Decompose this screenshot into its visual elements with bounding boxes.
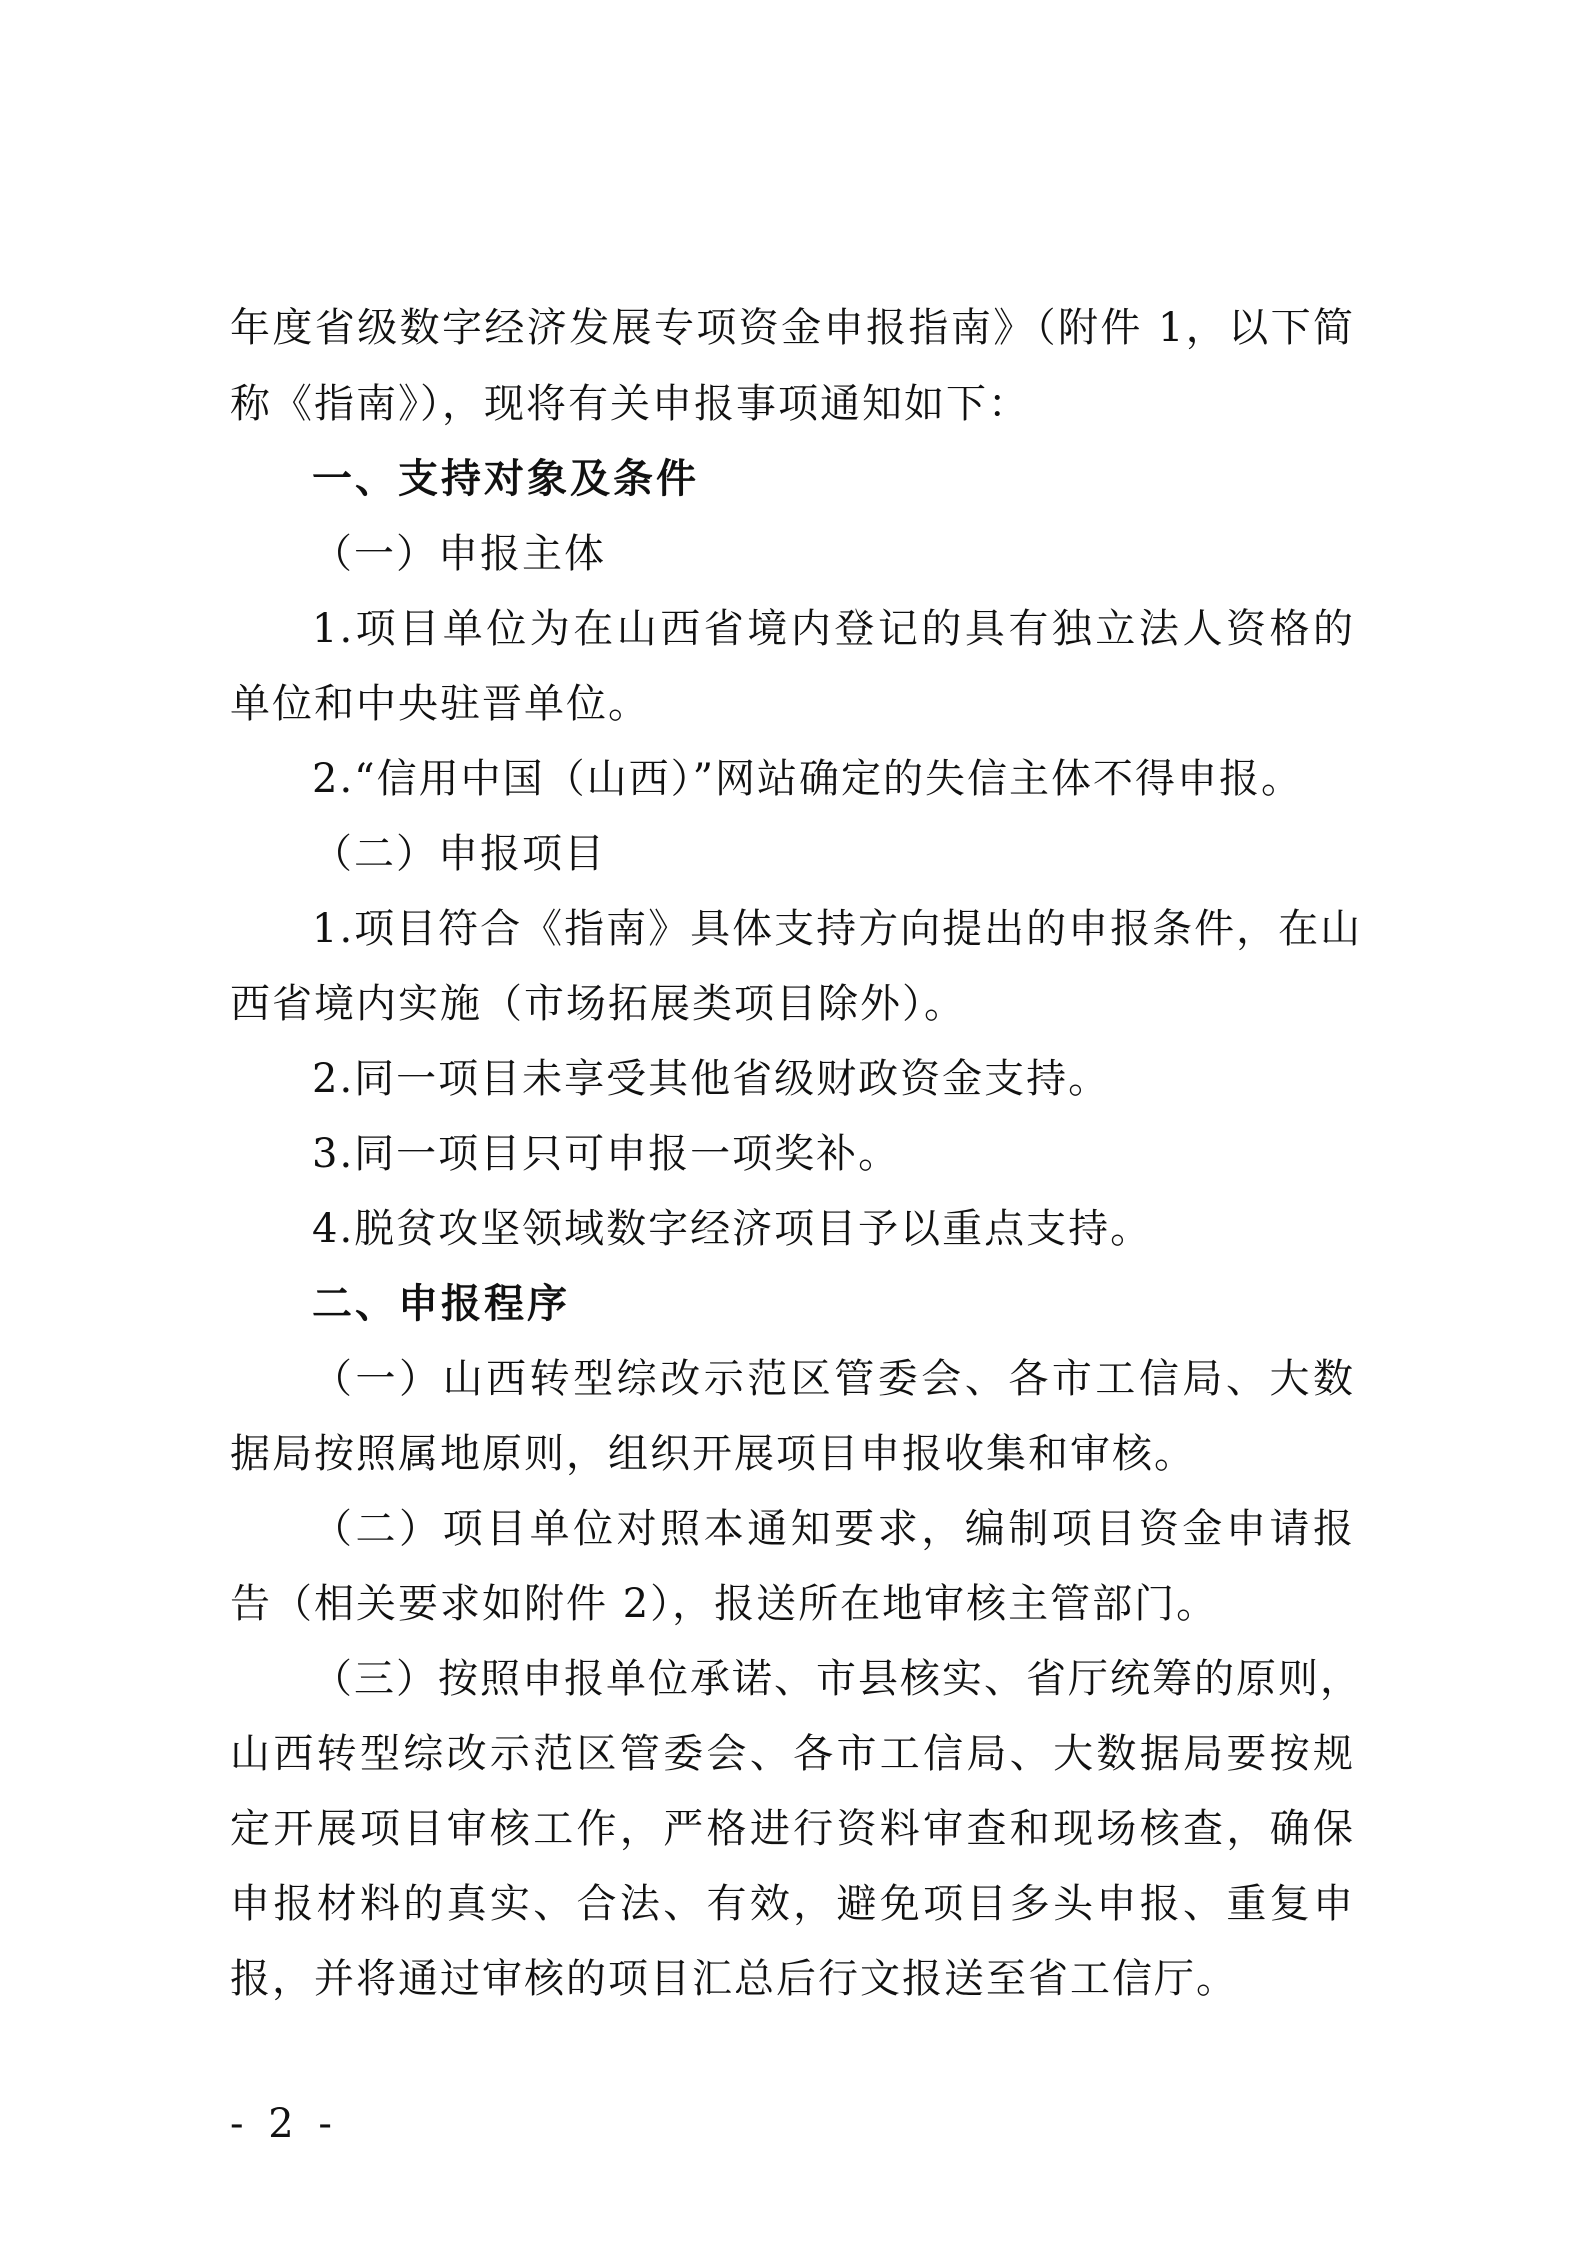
body-line-project-2: 2.同一项目未享受其他省级财政资金支持。 bbox=[312, 1056, 1111, 1102]
body-line-procedure-3-cont-2: 定开展项目审核工作，严格进行资料审查和现场核查，确保 bbox=[230, 1806, 1355, 1852]
body-line-project-1: 1.项目符合《指南》具体支持方向提出的申报条件，在山 bbox=[312, 906, 1363, 952]
body-line-procedure-2-cont: 告（相关要求如附件 2），报送所在地审核主管部门。 bbox=[230, 1581, 1219, 1627]
body-line-procedure-3-cont-3: 申报材料的真实、合法、有效，避免项目多头申报、重复申 bbox=[230, 1881, 1355, 1927]
body-line-procedure-1: （一）山西转型综改示范区管委会、各市工信局、大数 bbox=[312, 1356, 1355, 1402]
body-line-procedure-3-cont-4: 报，并将通过审核的项目汇总后行文报送至省工信厅。 bbox=[230, 1956, 1238, 2002]
body-line-procedure-3: （三）按照申报单位承诺、市县核实、省厅统筹的原则， bbox=[312, 1656, 1362, 1702]
section-heading-1: 一、支持对象及条件 bbox=[312, 456, 699, 502]
body-line-item-1: 1.项目单位为在山西省境内登记的具有独立法人资格的 bbox=[312, 606, 1355, 652]
page-number: - 2 - bbox=[230, 2101, 338, 2147]
section-heading-2: 二、申报程序 bbox=[312, 1281, 570, 1327]
subsection-heading-1: （一）申报主体 bbox=[312, 531, 606, 577]
body-line-procedure-3-cont-1: 山西转型综改示范区管委会、各市工信局、大数据局要按规 bbox=[230, 1731, 1355, 1777]
body-line-2: 称《指南》），现将有关申报事项通知如下： bbox=[230, 381, 1030, 427]
body-line-project-1-cont: 西省境内实施（市场拓展类项目除外）。 bbox=[230, 981, 966, 1027]
body-line-item-1-cont: 单位和中央驻晋单位。 bbox=[230, 681, 650, 727]
subsection-heading-2: （二）申报项目 bbox=[312, 831, 606, 877]
body-line-1: 年度省级数字经济发展专项资金申报指南》（附件 1，以下简 bbox=[230, 305, 1355, 351]
body-line-item-2: 2.“信用中国（山西）”网站确定的失信主体不得申报。 bbox=[312, 756, 1304, 802]
body-line-procedure-1-cont: 据局按照属地原则，组织开展项目申报收集和审核。 bbox=[230, 1431, 1196, 1477]
body-line-procedure-2: （二）项目单位对照本通知要求，编制项目资金申请报 bbox=[312, 1506, 1355, 1552]
body-line-project-4: 4.脱贫攻坚领域数字经济项目予以重点支持。 bbox=[312, 1206, 1153, 1252]
body-line-project-3: 3.同一项目只可申报一项奖补。 bbox=[312, 1131, 901, 1177]
